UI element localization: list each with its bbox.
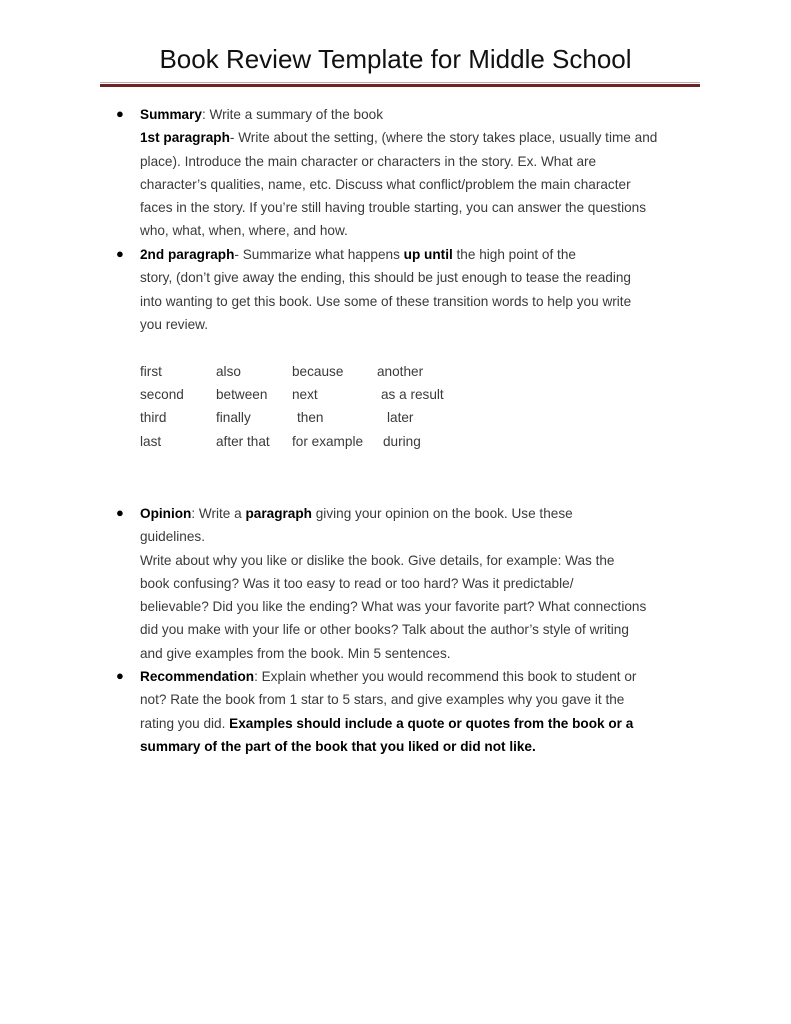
text-line (140, 688, 636, 711)
bold-text: 2nd paragraph (140, 247, 235, 262)
text-segment: - Summarize what happens (234, 247, 404, 262)
transition-word: another (377, 364, 424, 379)
transition-word: first (140, 364, 162, 379)
text-segment: book confusing? Was it too easy to read or too hard? Was it predictable/ (140, 575, 574, 591)
section-opinion (140, 502, 646, 665)
text-segment: Write about why you like or dislike the book. Give details, for example: Was the (140, 552, 615, 568)
text-segment: character’s qualities, name, etc. Discuss what conflict/problem the main character (140, 176, 631, 192)
text-segment: place). Introduce the main character or characters in the story. Ex. What are (140, 153, 597, 169)
text-segment: faces in the story. If you’re still having trouble starting, you can answer the questions (140, 200, 647, 216)
bold-text: 1st paragraph (140, 130, 230, 146)
text-line (140, 712, 636, 735)
transition-word: third (140, 410, 167, 425)
bold-text: Opinion (140, 506, 192, 521)
text-line (140, 618, 646, 641)
text-segment: : Write a summary of the book (201, 107, 384, 122)
transition-word: later (387, 410, 414, 425)
bold-text: summary of the part of the book that you liked or did not like. (140, 738, 536, 754)
text-line (140, 243, 631, 266)
text-segment: the high point of the (452, 247, 576, 262)
text-line (140, 595, 646, 618)
bold-text: paragraph (245, 506, 312, 521)
text-segment: giving your opinion on the book. Use these (311, 506, 573, 521)
transition-word: as a result (381, 387, 444, 402)
text-segment: : Explain whether you would recommend this book to student or (254, 669, 637, 684)
bold-text: up until (403, 247, 453, 262)
text-line (140, 735, 636, 758)
text-segment: believable? Did you like the ending? What was your favorite part? What connections (140, 599, 647, 615)
text-segment: and give examples from the book. Min 5 sentences. (140, 645, 451, 661)
text-segment: story, (don’t give away the ending, this should be just enough to tease the reading (140, 270, 631, 286)
bold-text: Examples should include a quote or quotes from the book or a (229, 715, 634, 731)
transition-word: also (216, 364, 241, 379)
transition-word: then (297, 410, 324, 425)
text-line (140, 126, 657, 149)
transition-word: during (383, 434, 421, 449)
text-line (140, 572, 646, 595)
transition-word: second (140, 387, 184, 402)
text-segment: who, what, when, where, and how. (140, 223, 348, 239)
text-line (140, 549, 646, 572)
transition-word: finally (216, 410, 251, 425)
title-divider (100, 84, 700, 87)
text-segment: not? Rate the book from 1 star to 5 stars, and give examples why you gave it the (140, 692, 625, 708)
text-line (140, 266, 631, 289)
transition-word: next (292, 387, 318, 402)
text-line (140, 150, 657, 173)
text-line (140, 665, 636, 688)
transition-word: last (140, 434, 162, 449)
text-segment: - Write about the setting, (where the story takes place, usually time and (229, 130, 658, 146)
page-title: Book Review Template for Middle School (159, 44, 632, 74)
bold-text: Recommendation (140, 669, 255, 684)
bullet-opinion: ● (116, 505, 124, 520)
text-line (140, 196, 657, 219)
text-segment: did you make with your life or other books? Talk about the author’s style of writing (140, 622, 629, 638)
text-segment: : Write a (191, 506, 246, 521)
text-segment: rating you did. (140, 715, 230, 731)
bullet-summary: ● (116, 106, 124, 121)
text-line (140, 290, 631, 313)
section-summary (140, 103, 657, 243)
text-segment: you review. (140, 316, 209, 332)
text-line (140, 173, 657, 196)
transition-word: after that (216, 434, 270, 449)
text-line (140, 642, 646, 665)
section-second-paragraph (140, 243, 631, 336)
transition-word: between (216, 387, 268, 402)
section-recommendation (140, 665, 636, 758)
text-segment: into wanting to get this book. Use some of these transition words to help you write (140, 293, 632, 309)
transition-word: because (292, 364, 344, 379)
text-line (140, 219, 657, 242)
title-divider-light (100, 82, 700, 83)
text-line (140, 313, 631, 336)
text-segment: guidelines. (140, 529, 205, 545)
bold-text: Summary (140, 107, 202, 122)
transition-word: for example (292, 434, 364, 449)
text-line (140, 525, 646, 548)
bullet-recommendation: ● (116, 668, 124, 683)
text-line (140, 502, 646, 525)
text-line (140, 103, 657, 126)
bullet-second-paragraph: ● (116, 246, 124, 261)
